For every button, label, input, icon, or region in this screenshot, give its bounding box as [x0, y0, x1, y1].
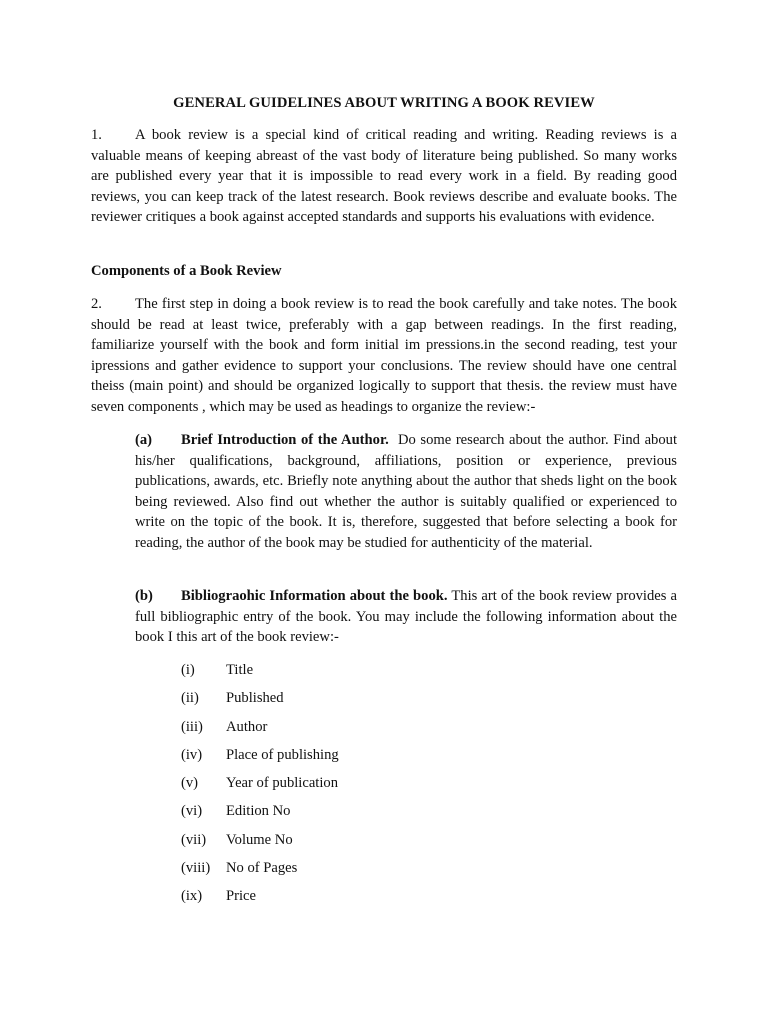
list-item-text: Author	[226, 718, 268, 735]
paragraph-1-number: 1.	[91, 127, 102, 143]
paragraph-1-text: A book review is a special kind of critical reading and writing. Reading reviews is a valuable means of keeping abreast of the vast body of literature being published. So many works are published every year that it is impossible to read every work in a field. By reading good reviews, you can keep track of the latest research. Book reviews describe and evaluate books. The reviewer critiques a book against accepted standards and supports his evaluations with evidence.	[91, 127, 677, 226]
list-item	[181, 858, 339, 886]
document-title: GENERAL GUIDELINES ABOUT WRITING A BOOK REVIEW	[173, 95, 595, 111]
section-heading: Components of a Book Review	[91, 263, 282, 279]
paragraph-2-number: 2.	[91, 296, 102, 312]
list-item-numeral: (ix)	[181, 888, 203, 905]
list-item-numeral: (v)	[181, 775, 199, 792]
list-item-text: Year of publication	[226, 775, 339, 792]
list-item	[181, 660, 339, 688]
subparagraph-b	[135, 586, 677, 648]
subparagraph-b-text: This art of the book review provides a full bibliographic entry of the book. You may include the following information about the book I this art of the book review:-	[135, 588, 678, 646]
list-item-text: Edition No	[226, 803, 291, 820]
paragraph-2	[91, 294, 677, 418]
bibliographic-items-list	[181, 660, 339, 915]
subparagraph-a-label: (a)	[135, 432, 153, 448]
list-item	[181, 886, 339, 914]
list-item-text: Published	[226, 690, 284, 707]
list-item	[181, 717, 339, 745]
list-item	[181, 801, 339, 829]
list-item	[181, 745, 339, 773]
list-item-numeral: (viii)	[181, 860, 211, 877]
paragraph-1	[91, 125, 677, 228]
subparagraph-a	[135, 430, 677, 554]
list-item	[181, 773, 339, 801]
subparagraph-b-label: (b)	[135, 588, 153, 604]
list-item-text: Price	[226, 888, 256, 905]
list-item	[181, 688, 339, 716]
subparagraph-a-title: Brief Introduction of the Author.	[181, 432, 389, 448]
subparagraph-b-title: Bibliograohic Information about the book.	[181, 588, 448, 604]
list-item-numeral: (ii)	[181, 690, 199, 707]
list-item-numeral: (i)	[181, 662, 195, 678]
paragraph-2-text: The first step in doing a book review is to read the book carefully and take notes. The book should be read at least twice, preferably with a gap between readings. In the first reading, familiarize yourself with the book and form initial im pressions.in the second reading, test your ipressions and gather evidence to support your conclusions. The review should have one central theiss (main point) and should be organized logically to support that thesis. the review must have seven components , which may be used as headings to organize the review:-	[91, 296, 677, 415]
subparagraph-a-text: Do some research about the author. Find about his/her qualifications, background, affiliations, position or experience, previous publications, awards, etc. Briefly note anything about the author that sheds light on the book being reviewed. Also find out whether the author is suitably qualified or experienced to write on the topic of the book. It is, therefore, suggested that before selecting a book for reading, the author of the book may be studied for authenticity of the material.	[135, 432, 678, 551]
list-item-text: Title	[226, 662, 254, 678]
list-item-numeral: (iv)	[181, 746, 203, 763]
list-item-numeral: (vii)	[181, 831, 207, 848]
list-item-numeral: (vi)	[181, 803, 203, 820]
list-item-text: Place of publishing	[226, 746, 339, 763]
list-item-numeral: (iii)	[181, 718, 203, 735]
list-item	[181, 830, 339, 858]
list-item-text: No of Pages	[226, 860, 298, 877]
list-item-text: Volume No	[226, 831, 293, 848]
